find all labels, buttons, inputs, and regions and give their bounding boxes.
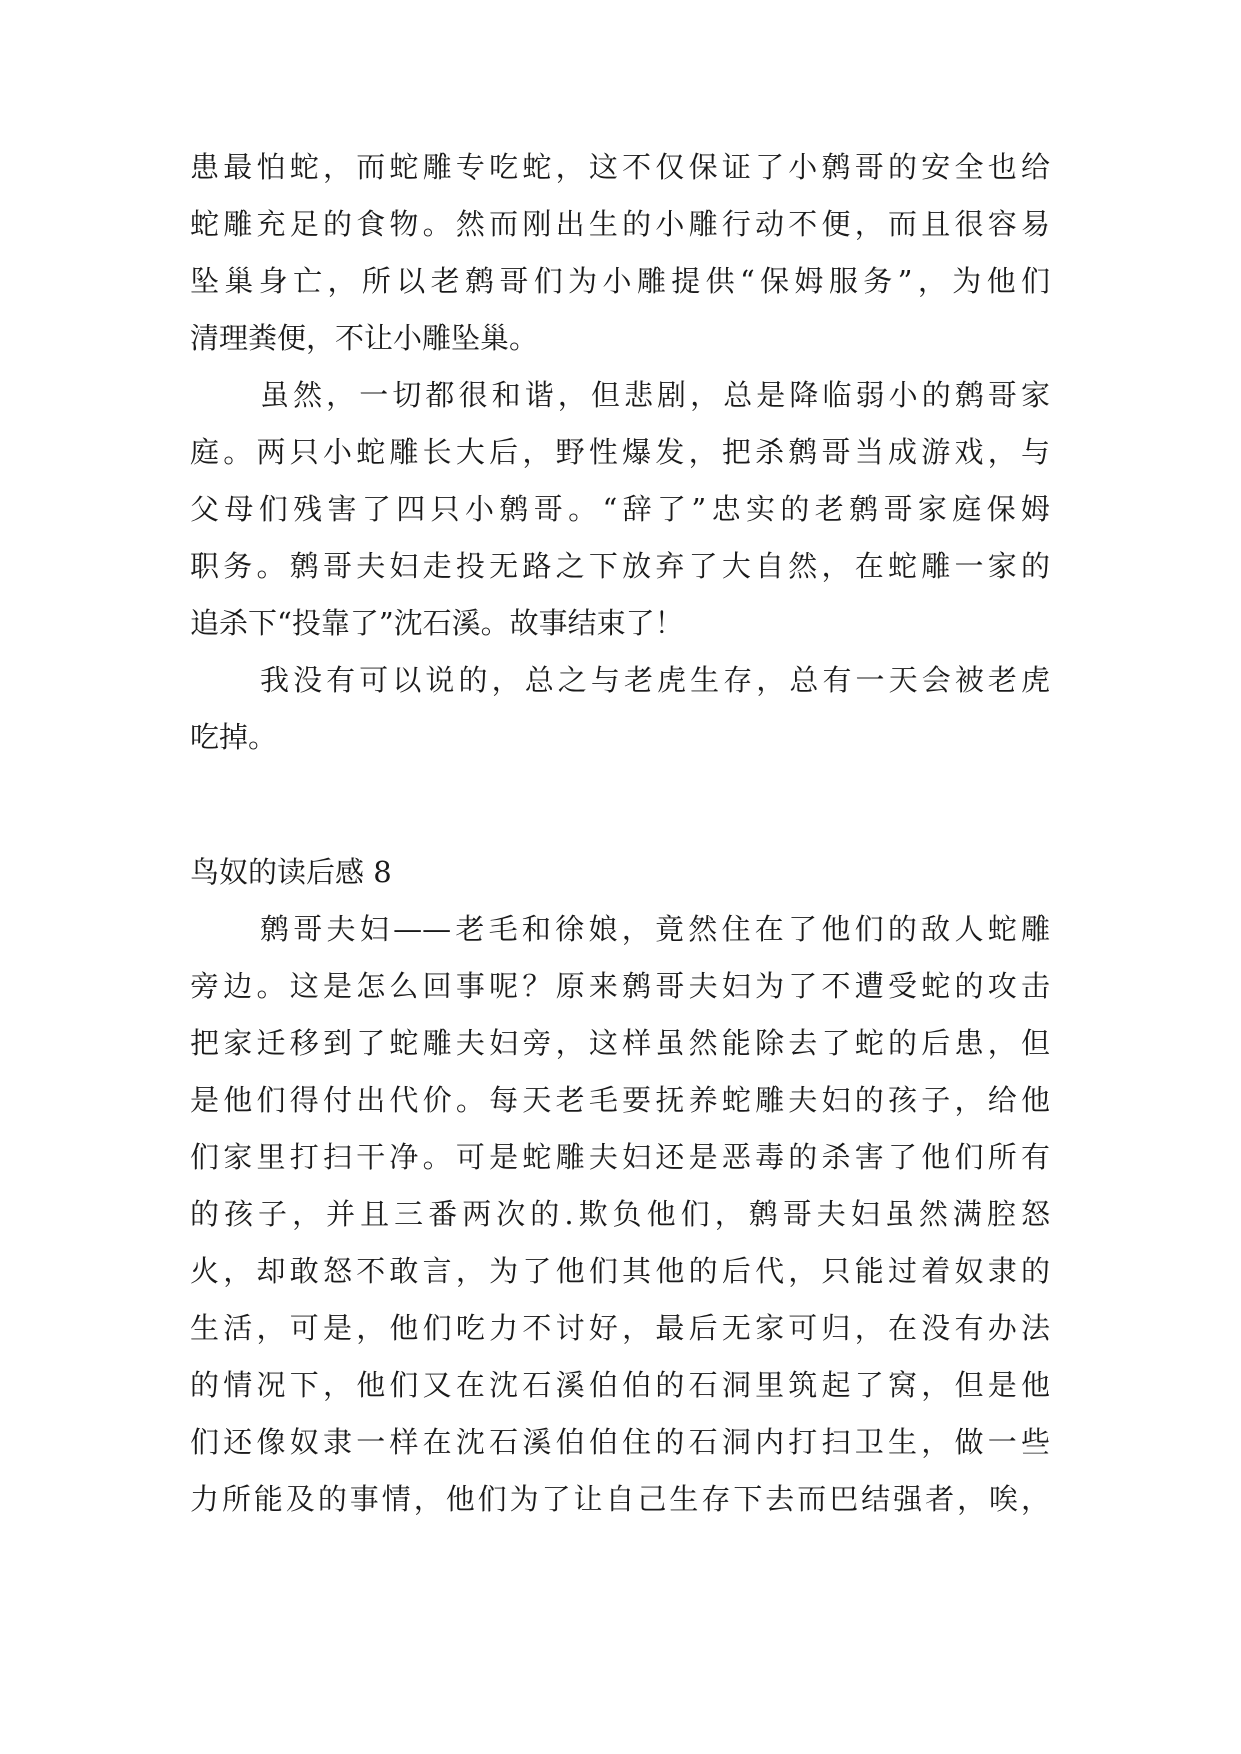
paragraph-line: 职务。鹩哥夫妇走投无路之下放弃了大自然，在蛇雕一家的 (190, 549, 1050, 583)
paragraph-line: 力所能及的事情，他们为了让自己生存下去而巴结强者，唉， (190, 1482, 1050, 1516)
paragraph-line: 清理粪便，不让小雕坠巢。 (190, 321, 539, 355)
paragraph-line: 的孩子，并且三番两次的.欺负他们，鹩哥夫妇虽然满腔怒 (190, 1197, 1050, 1231)
section-heading: 鸟奴的读后感 8 (190, 855, 392, 889)
paragraph-line: 追杀下“投靠了”沈石溪。故事结束了！ (190, 606, 684, 640)
paragraph-line: 坠巢身亡，所以老鹩哥们为小雕提供“保姆服务”，为他们 (190, 264, 1050, 298)
paragraph-line: 把家迁移到了蛇雕夫妇旁，这样虽然能除去了蛇的后患，但 (190, 1026, 1050, 1060)
paragraph-line: 我没有可以说的，总之与老虎生存，总有一天会被老虎 (260, 663, 1050, 697)
paragraph-line: 庭。两只小蛇雕长大后，野性爆发，把杀鹩哥当成游戏，与 (190, 435, 1050, 469)
paragraph-line: 是他们得付出代价。每天老毛要抚养蛇雕夫妇的孩子，给他 (190, 1083, 1050, 1117)
paragraph-line: 父母们残害了四只小鹩哥。“辞了”忠实的老鹩哥家庭保姆 (190, 492, 1050, 526)
paragraph-line: 火，却敢怒不敢言，为了他们其他的后代，只能过着奴隶的 (190, 1254, 1050, 1288)
paragraph-line: 虽然，一切都很和谐，但悲剧，总是降临弱小的鹩哥家 (260, 378, 1050, 412)
paragraph-line: 蛇雕充足的食物。然而刚出生的小雕行动不便，而且很容易 (190, 207, 1050, 241)
paragraph-line: 旁边。这是怎么回事呢？原来鹩哥夫妇为了不遭受蛇的攻击 (190, 969, 1050, 1003)
paragraph-line: 鹩哥夫妇——老毛和徐娘，竟然住在了他们的敌人蛇雕 (260, 912, 1050, 946)
paragraph-line: 患最怕蛇，而蛇雕专吃蛇，这不仅保证了小鹩哥的安全也给 (190, 150, 1050, 184)
paragraph-line: 生活，可是，他们吃力不讨好，最后无家可归，在没有办法 (190, 1311, 1050, 1345)
paragraph-line: 的情况下，他们又在沈石溪伯伯的石洞里筑起了窝，但是他 (190, 1368, 1050, 1402)
paragraph-line: 们还像奴隶一样在沈石溪伯伯住的石洞内打扫卫生，做一些 (190, 1425, 1050, 1459)
paragraph-line: 吃掉。 (190, 720, 278, 754)
paragraph-line: 们家里打扫干净。可是蛇雕夫妇还是恶毒的杀害了他们所有 (190, 1140, 1050, 1174)
